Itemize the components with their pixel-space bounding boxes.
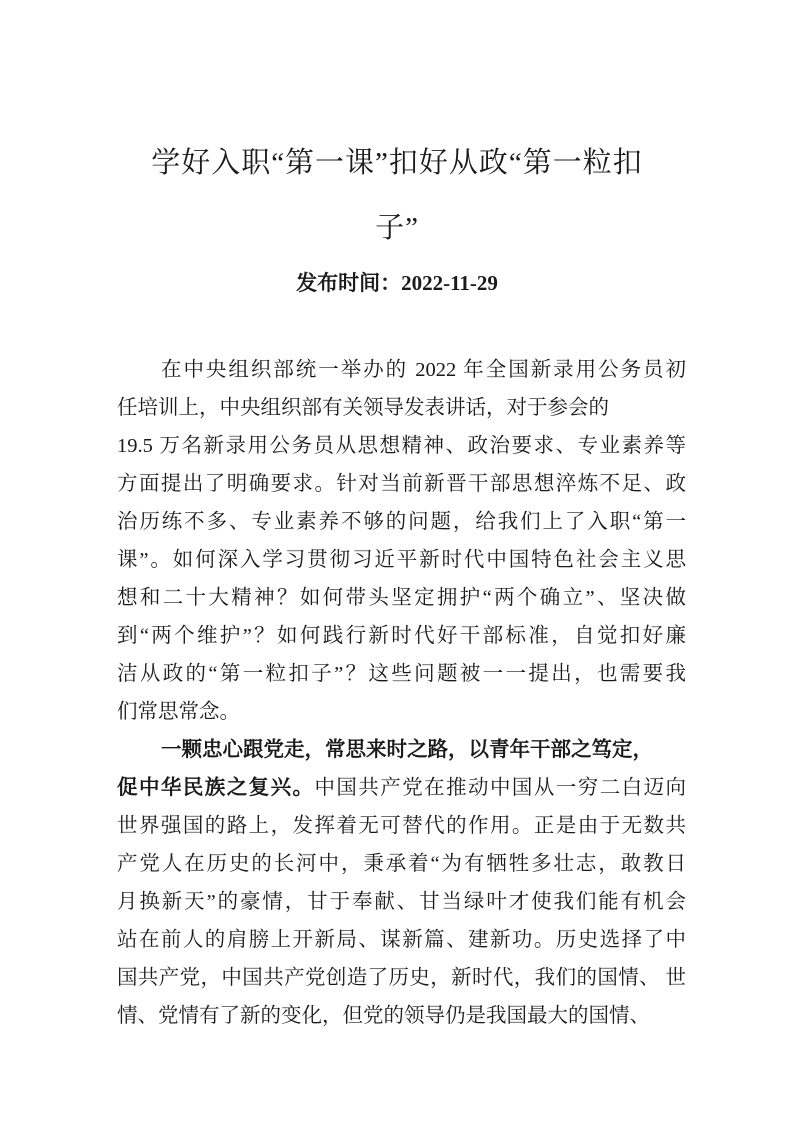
body-line	[117, 503, 686, 541]
body-text: 世界强国的路上，发挥着无可替代的作用。正是由于无数共	[117, 815, 686, 837]
body-line	[117, 997, 686, 1035]
body-text: 中国共产党在推动中国从一穷二白迈向	[314, 777, 687, 799]
body-text: 洁从政的“第一粒扣子”？这些问题被一一提出，也需要我	[117, 663, 686, 685]
bold-emphasis-text: 一颗忠心跟党走，常思来时之路，以青年干部之笃定，	[161, 738, 653, 761]
body-text: 治历练不多、专业素养不够的问题，给我们上了入职“第一	[117, 511, 686, 533]
document-title-line-2: 子”	[375, 212, 419, 244]
body-text: 课”。如何深入学习贯彻习近平新时代中国特色社会主义思	[117, 549, 686, 571]
body-text: 情、党情有了新的变化，但党的领导仍是我国最大的国情、	[117, 1005, 650, 1027]
body-text: 们常思常念。	[117, 701, 240, 723]
body-text: 方面提出了明确要求。针对当前新晋干部思想淬炼不足、政	[117, 473, 686, 495]
body-line	[117, 769, 686, 807]
body-line	[117, 959, 686, 997]
body-text: 站在前人的肩膀上开新局、谋新篇、建新功。历史选择了中	[117, 929, 686, 951]
body-line	[117, 807, 686, 845]
body-line	[117, 541, 686, 579]
document-body	[117, 351, 686, 1035]
publish-time: 发布时间：2022-11-29	[296, 271, 498, 295]
body-text: 国共产党，中国共产党创造了历史，新时代，我们的国情、 世	[117, 967, 686, 989]
body-line	[117, 731, 686, 769]
body-text: 19.5 万名新录用公务员从思想精神、政治要求、专业素养等	[117, 435, 686, 457]
body-line	[117, 921, 686, 959]
body-line	[117, 693, 686, 731]
body-text: 想和二十大精神？如何带头坚定拥护“两个确立”、坚决做	[117, 587, 686, 609]
body-line	[117, 579, 686, 617]
body-line	[117, 655, 686, 693]
body-line	[117, 389, 686, 427]
document-title-line-1: 学好入职“第一课”扣好从政“第一粒扣	[151, 147, 643, 179]
body-text: 月换新天”的豪情，甘于奉献、甘当绿叶才使我们能有机会	[117, 891, 686, 913]
body-line	[117, 617, 686, 655]
bold-emphasis-text: 促中华民族之复兴。	[117, 776, 315, 799]
body-text: 任培训上，中央组织部有关领导发表讲话，对于参会的	[117, 397, 609, 419]
body-line	[117, 427, 686, 465]
body-text: 产党人在历史的长河中，秉承着“为有牺牲多壮志，敢教日	[117, 853, 686, 875]
body-line	[117, 883, 686, 921]
document-title	[0, 0, 794, 261]
body-text: 在中央组织部统一举办的 2022 年全国新录用公务员初	[161, 359, 686, 381]
body-text: 到“两个维护”？如何践行新时代好干部标准，自觉扣好廉	[117, 625, 686, 647]
body-line	[117, 845, 686, 883]
body-line	[117, 351, 686, 389]
body-line	[117, 465, 686, 503]
